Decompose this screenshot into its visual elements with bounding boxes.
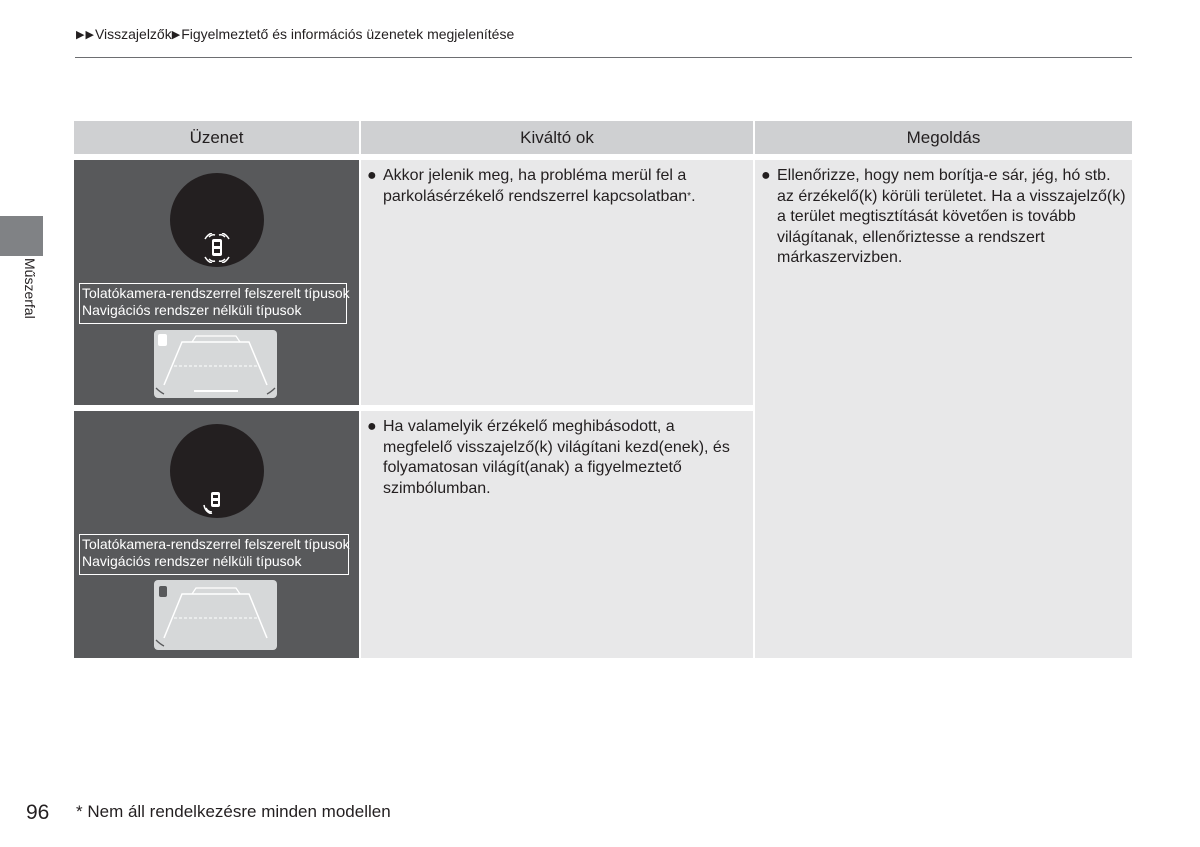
rear-camera-screen [154,580,277,650]
cause-cell [361,160,753,405]
model-label-box [79,283,350,324]
triangle-right-icon: ▶ [76,28,85,41]
cause-text-period: . [691,187,696,205]
solution-text-body: Ellenőrizze, hogy nem borítja-e sár, jég, hó stb. az érzékelő(k) körüli területet. Ha a visszajelző(k) a terület megtisztítását követően is tovább világítanak, ellenőriztesse a rendszert márkaszervizben. [777,167,1126,266]
model-label-line: Tolatókamera-rendszerrel felszerelt típusok [82,285,350,301]
message-cell [74,411,359,658]
display-circle [170,173,264,267]
cause-text [367,166,733,207]
model-label-line: Tolatókamera-rendszerrel felszerelt típusok [82,536,350,552]
parking-guide-lines-icon [154,580,277,650]
cause-text-body: Akkor jelenik meg, ha probléma merül fel a parkolásérzékelő rendszerrel kapcsolatban [383,167,688,205]
breadcrumb-item-current[interactable]: Figyelmeztető és információs üzenetek megjelenítése [181,26,515,42]
display-circle [170,424,264,518]
footnote-marker: * [687,190,692,202]
parking-guide-lines-icon [154,330,277,398]
model-label-line: Navigációs rendszer nélküli típusok [82,553,302,569]
bullet-icon: ● [761,167,771,184]
breadcrumb-item-visszajelzok[interactable]: Visszajelzők [94,26,172,42]
parking-sensor-car-icon [199,233,235,263]
triangle-right-icon: ▶ [171,28,181,41]
footnote: * Nem áll rendelkezésre minden modellen [76,802,391,821]
column-header-message: Üzenet [74,121,359,154]
message-cell [74,160,359,405]
page-number: 96 [26,801,50,824]
header-divider [75,57,1132,58]
triangle-right-icon: ▶ [85,28,94,41]
model-label-line: Navigációs rendszer nélküli típusok [82,302,302,318]
cause-text-body: Ha valamelyik érzékelő meghibásodott, a megfelelő visszajelző(k) világítani kezd(enek), és folyamatosan világít(anak) a figyelmeztető szimbólumban. [383,418,730,497]
column-header-solution: Megoldás [755,121,1132,154]
parking-sensor-car-icon [203,490,225,514]
cause-cell [361,411,753,658]
rear-camera-screen [154,330,277,398]
model-label-box [79,534,349,575]
solution-text [761,166,1127,269]
cause-text [367,417,733,499]
breadcrumb [76,26,514,42]
column-header-cause: Kiváltó ok [361,121,753,154]
section-tab[interactable] [0,216,43,256]
bullet-icon: ● [367,167,377,184]
bullet-icon: ● [367,418,377,435]
solution-cell [755,160,1132,658]
section-tab-label: Műszerfal [22,258,38,319]
